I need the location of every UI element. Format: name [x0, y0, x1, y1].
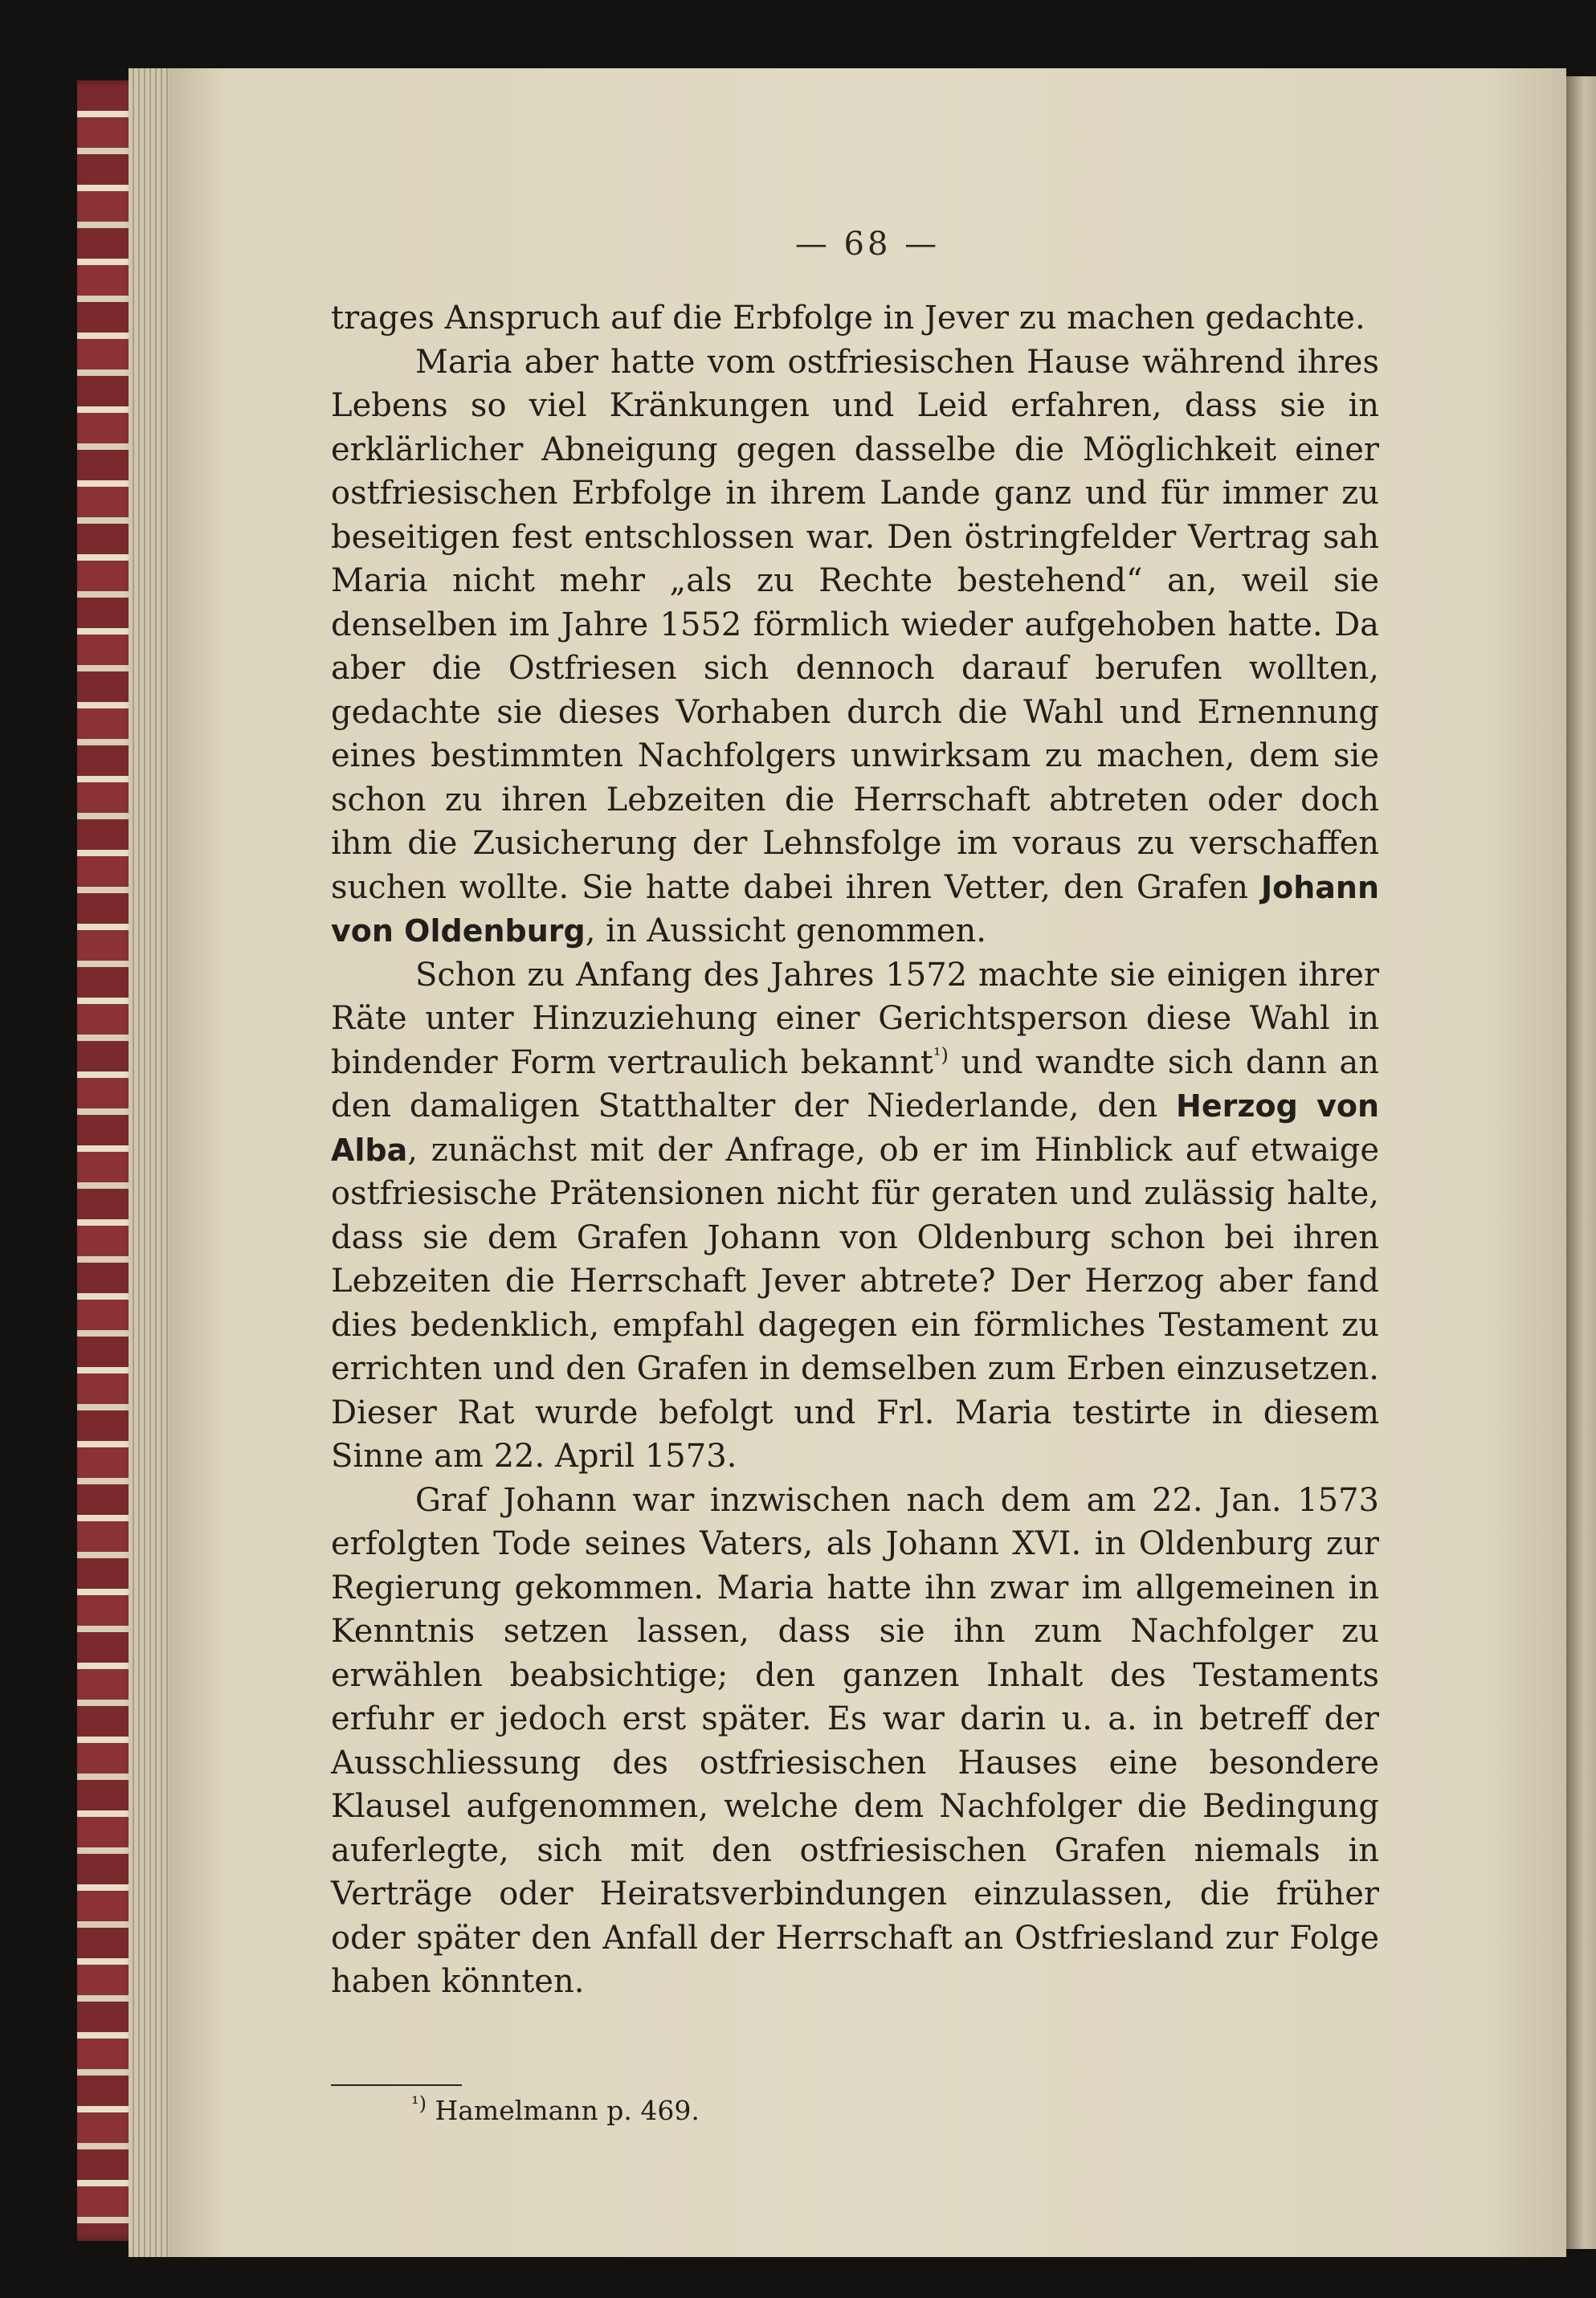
book-page	[169, 68, 1566, 2257]
paragraph	[331, 296, 1379, 341]
footnote-text: Hamelmann p. 469.	[426, 2095, 700, 2126]
body-text	[331, 296, 1379, 2004]
emphasized-name: Herzog von Alba	[331, 1088, 1379, 1168]
text-run: Graf Johann war inzwischen nach dem am 22. Jan. 1573 erfolgten Tode seines Vaters, als Johann XVI. in Oldenburg zur Regierung gekommen. Maria hatte ihn zwar im allgemeinen in Kenntnis setzen lassen, dass sie ihn zum Nachfolger zu erwählen beabsichtige; den ganzen Inhalt des Testaments erfuhr er jedoch erst später. Es war darin u. a. in betreff der Ausschliessung des ostfriesischen Hauses eine besondere Klausel aufgenommen, welche dem Nachfolger die Bedingung auferlegte, sich mit den ostfriesischen Grafen niemals in Verträge oder Heiratsverbindungen einzulassen, die früher oder später den Anfall der Herrschaft an Ostfriesland zur Folge haben könnten.	[331, 1481, 1379, 2000]
emphasized-name: Johann von Oldenburg	[331, 869, 1379, 949]
text-run: , zunächst mit der Anfrage, ob er im Hinblick auf etwaige ostfriesische Prätensionen nicht für geraten und zulässig halte, dass sie dem Grafen Johann von Oldenburg schon bei ihren Lebzeiten die Herrschaft Jever abtrete? Der Herzog aber fand dies bedenklich, empfahl dagegen ein förmliches Testament zu errichten und den Grafen in demselben zum Erben einzusetzen. Dieser Rat wurde befolgt und Frl. Maria testirte in diesem Sinne am 22. April 1573.	[331, 1131, 1379, 1475]
paragraph	[331, 1479, 1379, 2004]
text-run: trages Anspruch auf die Erbfolge in Jever zu machen gedachte.	[331, 300, 1365, 337]
text-run: und wandte sich dann an den damaligen Statthalter der Niederlande, den	[331, 1043, 1379, 1125]
facing-page-edge	[1566, 76, 1596, 2249]
page-number: — 68 —	[794, 226, 941, 263]
footnote-reference: ¹)	[933, 1043, 949, 1067]
footnote-mark: ¹)	[411, 2092, 427, 2115]
text-run: , in Aussicht genommen.	[585, 912, 986, 949]
paragraph	[331, 953, 1379, 1479]
paragraph	[331, 341, 1379, 953]
text-run: Schon zu Anfang des Jahres 1572 machte sie einigen ihrer Räte unter Hinzuziehung einer Gerichtsperson diese Wahl in bindender Form vertraulich bekannt	[331, 956, 1379, 1081]
text-run: Maria aber hatte vom ostfriesischen Hause während ihres Lebens so viel Kränkungen und Leid erfahren, dass sie in erklärlicher Abneigung gegen dasselbe die Möglichkeit einer ostfriesischen Erbfolge in ihrem Lande ganz und für immer zu beseitigen fest entschlossen war. Den östringfelder Vertrag sah Maria nicht mehr „als zu Rechte bestehend“ an, weil sie denselben im Jahre 1552 förmlich wieder aufgehoben hatte. Da aber die Ostfriesen sich dennoch darauf berufen wollten, gedachte sie dieses Vorhaben durch die Wahl und Ernennung eines bestimmten Nachfolgers unwirksam zu machen, dem sie schon zu ihren Lebzeiten die Herrschaft abtreten oder doch ihm die Zusicherung der Lehnsfolge im voraus zu verschaffen suchen wollte. Sie hatte dabei ihren Vetter, den Grafen	[331, 343, 1379, 906]
footnote	[411, 2092, 700, 2126]
footnote-divider	[331, 2084, 462, 2086]
